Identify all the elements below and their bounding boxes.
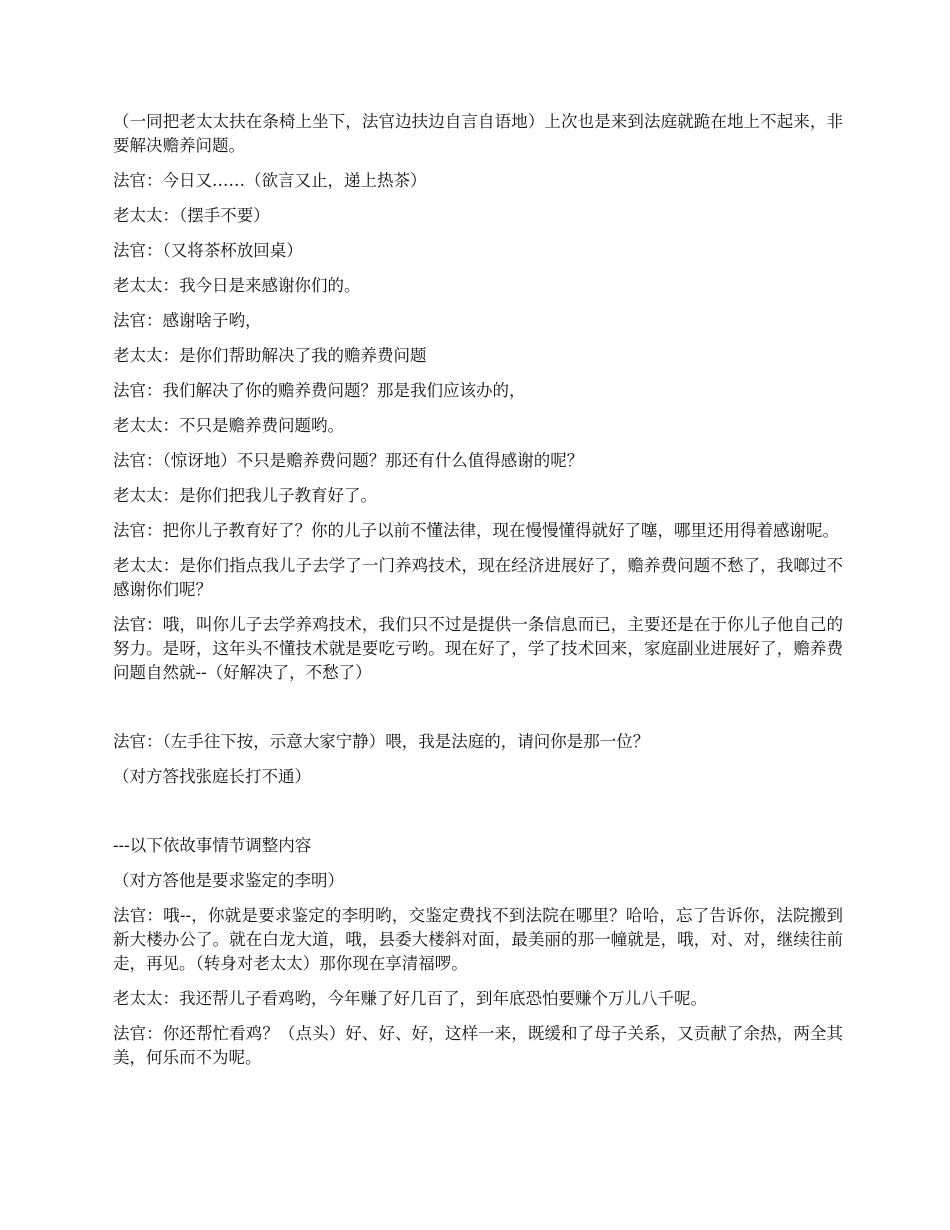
paragraph: （对方答找张庭长打不通） <box>113 767 311 786</box>
section-note: ---以下依故事情节调整内容 <box>113 836 312 855</box>
paragraph: （对方答他是要求鉴定的李明） <box>113 871 344 890</box>
paragraph: 法官：我们解决了你的赡养费问题？那是我们应该办的， <box>113 381 526 400</box>
paragraph: 法官：哦，叫你儿子去学养鸡技术，我们只不过是提供一条信息而已，主要还是在于你儿子他自己的努力。是呀，这年头不懂技术就是要吃亏哟。现在好了，学了技术回来，家庭副业进展好了，赡养费问题自然就--（好解决了，不愁了） <box>113 615 843 682</box>
paragraph: 法官：今日又……（欲言又止，递上热茶） <box>113 171 427 190</box>
paragraph: 老太太：（摆手不要） <box>113 206 270 225</box>
paragraph: 老太太：是你们把我儿子教育好了。 <box>113 486 377 505</box>
paragraph: 法官：你还帮忙看鸡？（点头）好、好、好，这样一来，既缓和了母子关系，又贡献了余热，两全其美，何乐而不为呢。 <box>113 1024 843 1067</box>
paragraph: 法官：哦--，你就是要求鉴定的李明哟，交鉴定费找不到法院在哪里？哈哈，忘了告诉你，法院搬到新大楼办公了。就在白龙大道，哦，县委大楼斜对面，最美丽的那一幢就是，哦，对、对，继续往前走，再见。（转身对老太太）那你现在享清福啰。 <box>113 906 843 973</box>
paragraph: 法官：把你儿子教育好了？你的儿子以前不懂法律，现在慢慢懂得就好了噻，哪里还用得着感谢呢。 <box>113 521 839 540</box>
paragraph: 老太太：我还帮儿子看鸡哟，今年赚了好几百了，到年底恐怕要赚个万儿八千呢。 <box>113 989 707 1008</box>
paragraph: 法官：（又将茶杯放回桌） <box>113 241 303 260</box>
paragraph: 老太太：我今日是来感谢你们的。 <box>113 276 361 295</box>
blank-gap <box>113 696 843 730</box>
paragraph: 老太太：是你们指点我儿子去学了一门养鸡技术，现在经济进展好了，赡养费问题不愁了，我啷过不感谢你们呢？ <box>113 556 843 599</box>
paragraph: 老太太：是你们帮助解决了我的赡养费问题 <box>113 346 427 365</box>
paragraph: 老太太：不只是赡养费问题哟。 <box>113 416 344 435</box>
paragraph: 法官：（惊讶地）不只是赡养费问题？那还有什么值得感谢的呢？ <box>113 451 584 470</box>
paragraph: 法官：（左手往下按，示意大家宁静）喂，我是法庭的，请问你是那一位？ <box>113 732 650 751</box>
paragraph: （一同把老太太扶在条椅上坐下，法官边扶边自言自语地）上次也是来到法庭就跪在地上不起来，非要解决赡养问题。 <box>113 112 843 155</box>
blank-gap <box>113 800 843 834</box>
paragraph: 法官：感谢啥子哟， <box>113 311 262 330</box>
document-page <box>113 110 843 1081</box>
